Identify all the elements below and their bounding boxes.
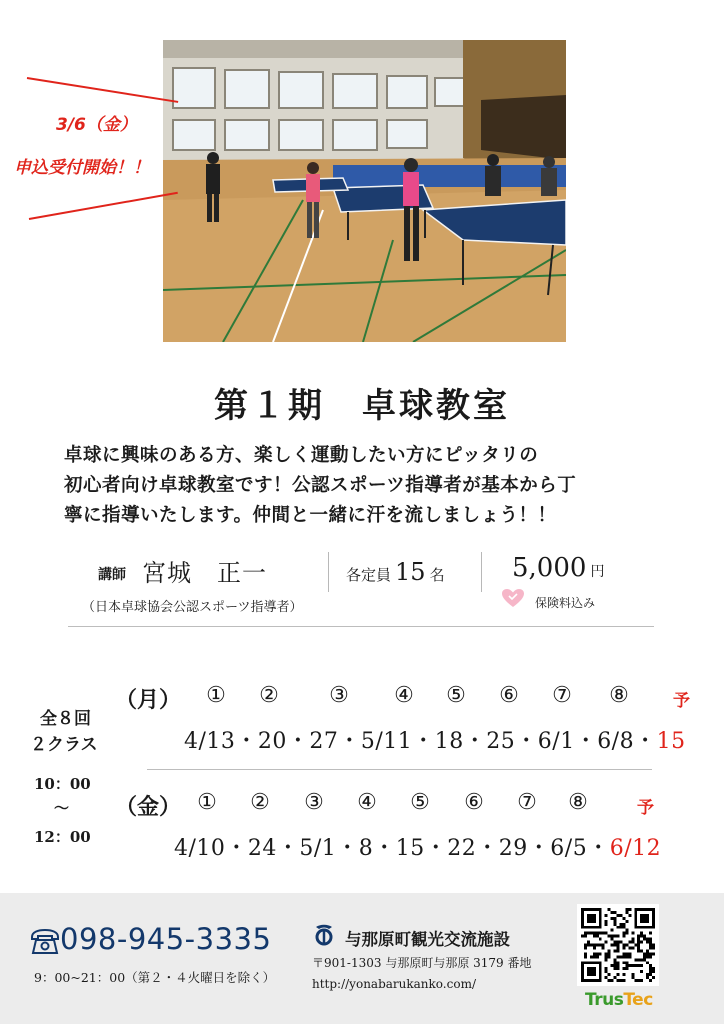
session-number: ⑥ xyxy=(499,683,519,708)
capacity xyxy=(346,558,445,586)
callout-line-top xyxy=(27,77,178,103)
brand-logo xyxy=(585,990,653,1010)
capacity-number: 15 xyxy=(395,558,426,586)
heart-icon xyxy=(501,588,525,608)
callout-line-bottom xyxy=(29,192,178,220)
friday-label: （金） xyxy=(115,794,182,820)
monday-dates xyxy=(184,724,686,755)
class-count: ２クラス xyxy=(30,735,98,755)
time-separator: ～ xyxy=(54,799,70,817)
friday-date-list: 4/10・24・5/1・8・15・22・29・6/5・ xyxy=(174,836,610,861)
divider xyxy=(328,552,329,592)
session-number: ⑧ xyxy=(609,683,629,708)
monday-date-list: 4/13・20・27・5/11・18・25・6/1・6/8・ xyxy=(184,729,657,754)
town-emblem-icon xyxy=(312,923,336,947)
instructor-name: 宮城 正一 xyxy=(142,559,267,587)
price xyxy=(512,553,604,583)
monday-reserve-date: 15 xyxy=(656,729,686,754)
brand-text: Tec xyxy=(623,990,653,1010)
price-unit: 円 xyxy=(590,564,605,580)
qr-code-image xyxy=(581,908,655,982)
capacity-unit: 名 xyxy=(429,566,445,584)
brand-text: Trus xyxy=(585,990,624,1010)
time-start: 10：00 xyxy=(34,775,91,793)
session-number: ③ xyxy=(304,790,324,815)
session-number: ② xyxy=(250,790,270,815)
reserve-label: 予 xyxy=(637,798,654,818)
session-number: ⑦ xyxy=(517,790,537,815)
page-title: 第１期 卓球教室 xyxy=(214,386,510,426)
price-amount: 5,000 xyxy=(512,553,587,583)
phone-number[interactable]: 098-945-3335 xyxy=(60,922,272,956)
session-number: ⑧ xyxy=(568,790,588,815)
application-date: 3/6（金） xyxy=(56,115,137,135)
intro-line: 卓球に興味のある方、楽しく運動したい方にピッタリの xyxy=(64,445,539,466)
address: 〒901-1303 与那原町与那原 3179 番地 xyxy=(312,956,532,970)
session-number: ⑤ xyxy=(446,683,466,708)
friday-dates xyxy=(174,831,661,862)
website-link[interactable]: http://yonabarukanko.com/ xyxy=(312,977,476,991)
intro-text xyxy=(64,441,684,531)
schedule-rule xyxy=(147,769,652,770)
opening-hours: 9：00~21：00（第２・４火曜日を除く） xyxy=(34,970,276,985)
insurance-note: 保険料込み xyxy=(535,596,596,610)
session-count: 全８回 xyxy=(40,709,91,729)
info-rule xyxy=(68,626,654,627)
session-number: ④ xyxy=(394,683,414,708)
capacity-prefix: 各定員 xyxy=(346,566,392,584)
session-number: ④ xyxy=(357,790,377,815)
session-number: ③ xyxy=(329,683,349,708)
session-number: ⑥ xyxy=(464,790,484,815)
friday-reserve-date: 6/12 xyxy=(609,836,662,861)
intro-line: 寧に指導いたします。仲間と一緒に汗を流しましょう！！ xyxy=(64,505,557,526)
session-number: ⑤ xyxy=(410,790,430,815)
time-end: 12：00 xyxy=(34,828,91,846)
session-number: ⑦ xyxy=(552,683,572,708)
qr-code[interactable] xyxy=(577,904,659,986)
divider xyxy=(481,552,482,592)
session-number: ① xyxy=(197,790,217,815)
gym-photo xyxy=(163,40,566,342)
monday-label: （月） xyxy=(115,687,182,713)
intro-line: 初心者向け卓球教室です！公認スポーツ指導者が基本から丁 xyxy=(64,475,577,496)
organization-name: 与那原町観光交流施設 xyxy=(345,930,510,949)
telephone-icon xyxy=(30,929,60,955)
session-number: ② xyxy=(259,683,279,708)
instructor-credential: （日本卓球協会公認スポーツ指導者） xyxy=(82,600,303,615)
session-number: ① xyxy=(206,683,226,708)
instructor-label: 講師 xyxy=(98,567,126,583)
reserve-label: 予 xyxy=(673,691,690,711)
application-open-notice: 申込受付開始！！ xyxy=(14,158,150,178)
